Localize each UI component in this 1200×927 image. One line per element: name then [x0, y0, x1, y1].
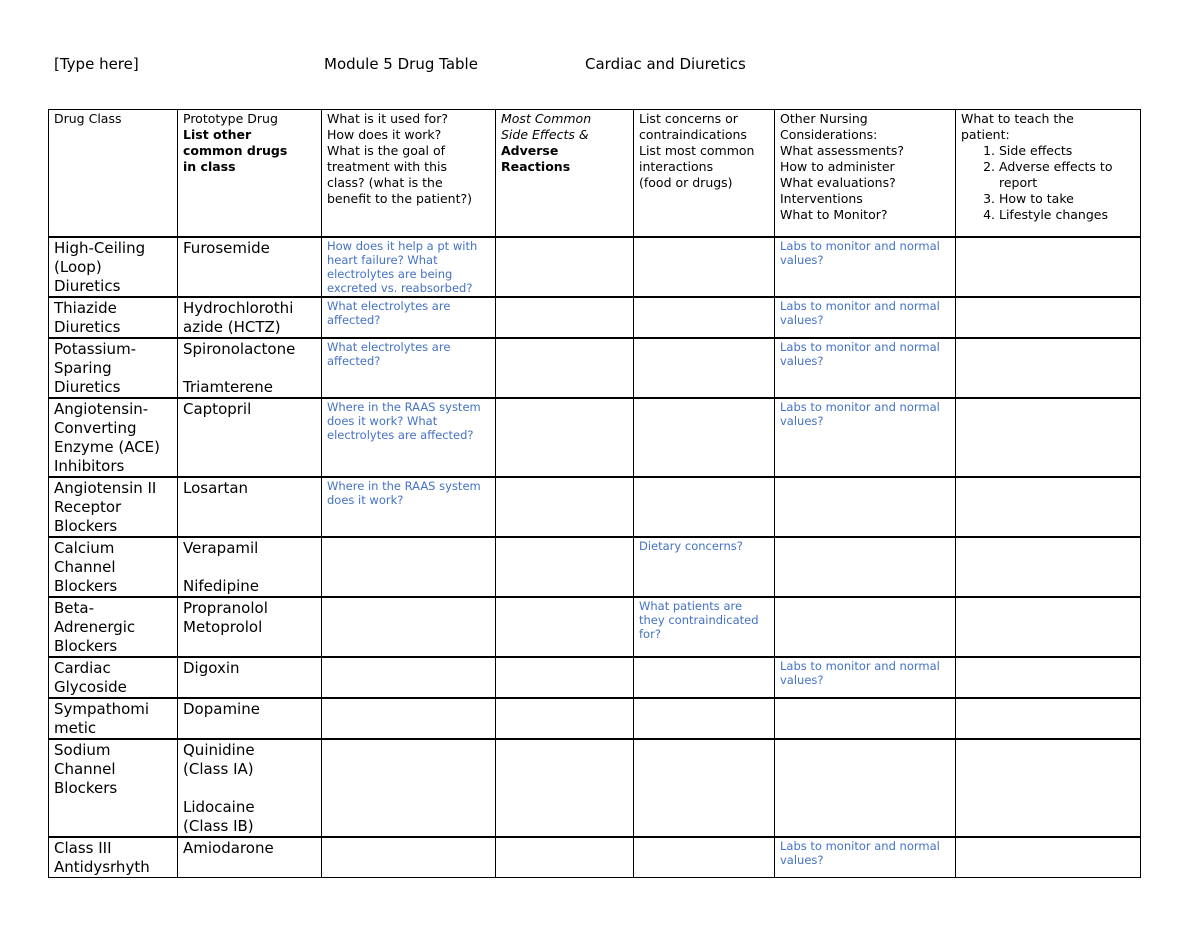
prototype-drug-cell-line: Amiodarone: [183, 838, 274, 857]
col-teach: [956, 110, 1141, 237]
col-nursing-line: Other Nursing: [780, 111, 868, 126]
concerns-cell: [634, 657, 775, 698]
drug-class-cell-line: Sparing: [54, 358, 112, 377]
prototype-drug-cell-line: Captopril: [183, 399, 252, 418]
col-teach-intro: What to teach the: [961, 111, 1074, 126]
prototype-drug-cell-line: Spironolactone: [183, 339, 296, 358]
col-used-for-line: class? (what is the: [327, 175, 443, 190]
concerns-cell: [634, 739, 775, 837]
drug-class-cell-line: High-Ceiling: [54, 238, 146, 257]
teach-cell: [956, 537, 1141, 597]
teach-cell: [956, 398, 1141, 477]
prototype-drug-cell-line: [183, 359, 317, 378]
table-row: [49, 597, 1141, 657]
table-row: [49, 398, 1141, 477]
used-for-cell: [322, 537, 496, 597]
table-row: [49, 477, 1141, 537]
drug-class-cell-line: Blockers: [54, 576, 118, 595]
col-concerns-line: List most common: [639, 143, 755, 158]
drug-class-cell: [49, 338, 178, 398]
table-row: [49, 338, 1141, 398]
nursing-cell-note: Labs to monitor and normal values?: [780, 339, 940, 368]
col-side-effects: [496, 110, 634, 237]
drug-class-cell-line: Class III: [54, 838, 112, 857]
concerns-cell-note: Dietary concerns?: [639, 538, 743, 553]
nursing-cell: [775, 657, 956, 698]
prototype-drug-cell: [178, 398, 322, 477]
col-prototype-bold: in class: [183, 159, 236, 174]
concerns-cell: [634, 237, 775, 297]
drug-class-cell-line: Beta-: [54, 598, 95, 617]
used-for-cell-note: How does it help a pt with heart failure? What electrolytes are being excreted vs. reabsorbed?: [327, 238, 478, 295]
col-side-effects-italic: Most Common: [501, 111, 592, 126]
drug-class-cell-line: Channel: [54, 557, 116, 576]
teach-cell: [956, 597, 1141, 657]
table-row: [49, 837, 1141, 878]
col-concerns-line: contraindications: [639, 127, 747, 142]
nursing-cell-note: Labs to monitor and normal values?: [780, 238, 940, 267]
teach-cell: [956, 698, 1141, 739]
drug-class-cell: [49, 657, 178, 698]
teach-list: [961, 143, 1136, 223]
drug-class-cell-line: Angiotensin-: [54, 399, 149, 418]
col-nursing-line: Considerations:: [780, 127, 878, 142]
drug-class-cell: [49, 477, 178, 537]
side-effects-cell: [496, 597, 634, 657]
side-effects-cell: [496, 237, 634, 297]
drug-class-cell-line: Calcium: [54, 538, 115, 557]
prototype-drug-cell-line: Digoxin: [183, 658, 240, 677]
nursing-cell: [775, 537, 956, 597]
concerns-cell: [634, 837, 775, 878]
drug-class-cell-line: Angiotensin II: [54, 478, 157, 497]
drug-class-cell-line: Receptor: [54, 497, 122, 516]
prototype-drug-cell-line: [183, 558, 317, 577]
drug-class-cell-line: Diuretics: [54, 377, 121, 396]
col-concerns-line: (food or drugs): [639, 175, 733, 190]
side-effects-cell: [496, 398, 634, 477]
drug-class-cell-line: Inhibitors: [54, 456, 125, 475]
table-row: [49, 657, 1141, 698]
drug-class-cell-line: Channel: [54, 759, 116, 778]
prototype-drug-cell: [178, 597, 322, 657]
used-for-cell: [322, 657, 496, 698]
col-concerns: [634, 110, 775, 237]
teach-cell: [956, 338, 1141, 398]
drug-class-cell: [49, 739, 178, 837]
teach-cell: [956, 297, 1141, 338]
col-used-for-line: benefit to the patient?): [327, 191, 472, 206]
header-subtitle: Cardiac and Diuretics: [585, 55, 746, 73]
concerns-cell: [634, 597, 775, 657]
table-row: [49, 297, 1141, 338]
side-effects-cell: [496, 477, 634, 537]
prototype-drug-cell: [178, 657, 322, 698]
side-effects-cell: [496, 657, 634, 698]
nursing-cell: [775, 837, 956, 878]
col-used-for-line: treatment with this: [327, 159, 447, 174]
col-nursing-line: Interventions: [780, 191, 863, 206]
drug-class-cell-line: Enzyme (ACE): [54, 437, 160, 456]
table-row: [49, 698, 1141, 739]
nursing-cell: [775, 338, 956, 398]
concerns-cell: [634, 477, 775, 537]
col-prototype: [178, 110, 322, 237]
prototype-drug-cell: [178, 237, 322, 297]
teach-item: 3. How to take: [999, 191, 1136, 207]
col-drug-class-label: Drug Class: [54, 111, 122, 126]
col-nursing: [775, 110, 956, 237]
drug-class-cell-line: metic: [54, 718, 97, 737]
drug-class-cell-line: Adrenergic: [54, 617, 136, 636]
col-nursing-line: What to Monitor?: [780, 207, 888, 222]
used-for-cell: [322, 297, 496, 338]
drug-class-cell-line: Diuretics: [54, 317, 121, 336]
concerns-cell: [634, 698, 775, 739]
prototype-drug-cell-line: Hydrochlorothi: [183, 298, 294, 317]
teach-cell: [956, 237, 1141, 297]
col-nursing-line: What assessments?: [780, 143, 905, 158]
drug-class-cell-line: Antidysrhyth: [54, 857, 150, 876]
table-row: [49, 537, 1141, 597]
concerns-cell: [634, 297, 775, 338]
prototype-drug-cell: [178, 537, 322, 597]
used-for-cell: [322, 698, 496, 739]
teach-cell: [956, 657, 1141, 698]
prototype-drug-cell: [178, 698, 322, 739]
used-for-cell-note: Where in the RAAS system does it work? What electrolytes are affected?: [327, 399, 481, 442]
prototype-drug-cell-line: (Class IA): [183, 759, 254, 778]
col-side-effects-italic: Side Effects &: [501, 127, 589, 142]
nursing-cell: [775, 597, 956, 657]
nursing-cell: [775, 698, 956, 739]
used-for-cell-note: Where in the RAAS system does it work?: [327, 478, 481, 507]
prototype-drug-cell-line: Lidocaine: [183, 797, 255, 816]
used-for-cell: [322, 237, 496, 297]
col-teach-intro: patient:: [961, 127, 1010, 142]
drug-class-cell-line: Sympathomi: [54, 699, 150, 718]
used-for-cell: [322, 338, 496, 398]
used-for-cell-note: What electrolytes are affected?: [327, 339, 451, 368]
prototype-drug-cell-line: Metoprolol: [183, 617, 263, 636]
col-prototype-bold: List other: [183, 127, 252, 142]
col-prototype-label: Prototype Drug: [183, 111, 278, 126]
nursing-cell: [775, 297, 956, 338]
header-title: Module 5 Drug Table: [324, 55, 478, 73]
prototype-drug-cell-line: Quinidine: [183, 740, 255, 759]
used-for-cell-note: What electrolytes are affected?: [327, 298, 451, 327]
used-for-cell: [322, 597, 496, 657]
drug-class-cell: [49, 597, 178, 657]
col-nursing-line: How to administer: [780, 159, 895, 174]
concerns-cell: [634, 398, 775, 477]
teach-item: 2. Adverse effects to report: [999, 159, 1136, 191]
col-used-for: [322, 110, 496, 237]
prototype-drug-cell: [178, 338, 322, 398]
nursing-cell: [775, 739, 956, 837]
prototype-drug-cell-line: Nifedipine: [183, 576, 260, 595]
prototype-drug-cell: [178, 837, 322, 878]
teach-item: 1. Side effects: [999, 143, 1136, 159]
prototype-drug-cell-line: Propranolol: [183, 598, 268, 617]
used-for-cell: [322, 398, 496, 477]
drug-class-cell-line: Diuretics: [54, 276, 121, 295]
used-for-cell: [322, 739, 496, 837]
prototype-drug-cell-line: Furosemide: [183, 238, 270, 257]
side-effects-cell: [496, 698, 634, 739]
table-row: [49, 739, 1141, 837]
nursing-cell: [775, 398, 956, 477]
col-concerns-line: interactions: [639, 159, 714, 174]
nursing-cell-note: Labs to monitor and normal values?: [780, 838, 940, 867]
prototype-drug-cell: [178, 297, 322, 338]
drug-class-cell: [49, 297, 178, 338]
col-prototype-bold: common drugs: [183, 143, 288, 158]
prototype-drug-cell: [178, 477, 322, 537]
drug-class-cell-line: Cardiac: [54, 658, 111, 677]
col-side-effects-bold: Reactions: [501, 159, 571, 174]
drug-class-cell-line: Converting: [54, 418, 137, 437]
col-side-effects-bold: Adverse: [501, 143, 559, 158]
prototype-drug-cell-line: (Class IB): [183, 816, 254, 835]
drug-class-cell: [49, 398, 178, 477]
nursing-cell: [775, 477, 956, 537]
col-nursing-line: What evaluations?: [780, 175, 896, 190]
col-used-for-line: How does it work?: [327, 127, 442, 142]
col-used-for-line: What is the goal of: [327, 143, 445, 158]
used-for-cell: [322, 477, 496, 537]
drug-class-cell: [49, 237, 178, 297]
prototype-drug-cell: [178, 739, 322, 837]
teach-item: 4. Lifestyle changes: [999, 207, 1136, 223]
drug-class-cell: [49, 537, 178, 597]
teach-cell: [956, 837, 1141, 878]
concerns-cell-note: What patients are they contraindicated for?: [639, 598, 759, 641]
nursing-cell: [775, 237, 956, 297]
prototype-drug-cell-line: Losartan: [183, 478, 249, 497]
nursing-cell-note: Labs to monitor and normal values?: [780, 658, 940, 687]
side-effects-cell: [496, 297, 634, 338]
side-effects-cell: [496, 338, 634, 398]
nursing-cell-note: Labs to monitor and normal values?: [780, 298, 940, 327]
side-effects-cell: [496, 537, 634, 597]
prototype-drug-cell-line: azide (HCTZ): [183, 317, 281, 336]
prototype-drug-cell-line: Triamterene: [183, 377, 274, 396]
drug-table: [48, 109, 1141, 878]
header-left: [Type here]: [54, 55, 139, 73]
drug-class-cell-line: Blockers: [54, 636, 118, 655]
col-used-for-line: What is it used for?: [327, 111, 448, 126]
nursing-cell-note: Labs to monitor and normal values?: [780, 399, 940, 428]
table-body: [49, 237, 1141, 878]
table-row: [49, 237, 1141, 297]
teach-cell: [956, 739, 1141, 837]
drug-class-cell-line: Potassium-: [54, 339, 137, 358]
drug-class-cell-line: Thiazide: [54, 298, 117, 317]
side-effects-cell: [496, 837, 634, 878]
prototype-drug-cell-line: [183, 779, 317, 798]
col-concerns-line: List concerns or: [639, 111, 738, 126]
concerns-cell: [634, 537, 775, 597]
drug-class-cell-line: Sodium: [54, 740, 111, 759]
concerns-cell: [634, 338, 775, 398]
drug-class-cell: [49, 698, 178, 739]
col-drug-class: [49, 110, 178, 237]
prototype-drug-cell-line: Dopamine: [183, 699, 260, 718]
teach-cell: [956, 477, 1141, 537]
drug-class-cell-line: Blockers: [54, 516, 118, 535]
drug-class-cell: [49, 837, 178, 878]
table-header-row: [49, 110, 1141, 237]
drug-class-cell-line: Glycoside: [54, 677, 127, 696]
drug-class-cell-line: (Loop): [54, 257, 102, 276]
prototype-drug-cell-line: Verapamil: [183, 538, 259, 557]
drug-class-cell-line: Blockers: [54, 778, 118, 797]
side-effects-cell: [496, 739, 634, 837]
used-for-cell: [322, 837, 496, 878]
